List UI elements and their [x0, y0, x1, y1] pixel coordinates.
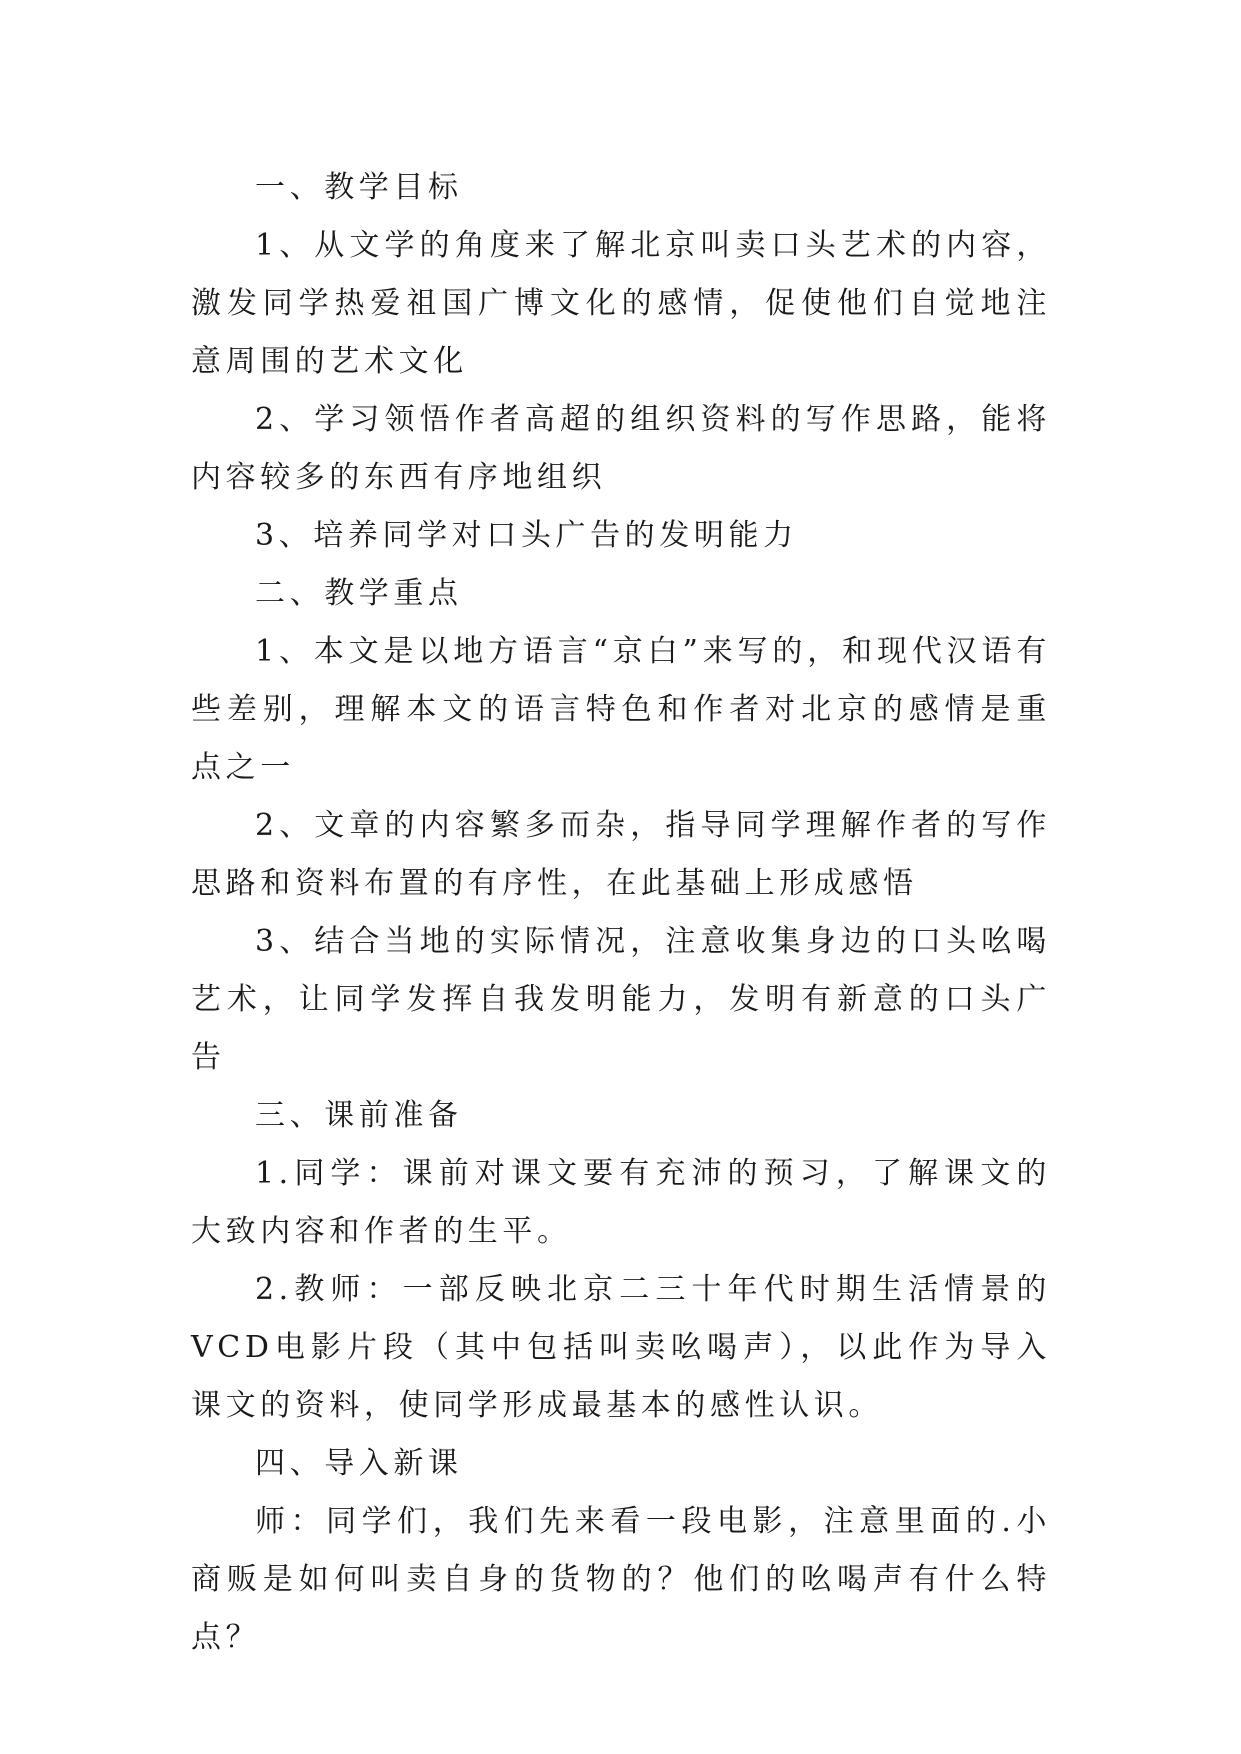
document-body — [191, 159, 1051, 1667]
objective-item-1: 1、从文学的角度来了解北京叫卖口头艺术的内容，激发同学热爱祖国广博文化的感情，促使他们自觉地注意周围的艺术文化 — [191, 228, 1051, 379]
section-heading-key-points: 二、教学重点 — [255, 576, 463, 611]
objective-item-3: 3、培养同学对口头广告的发明能力 — [255, 518, 798, 553]
introduction-paragraph: 师：同学们，我们先来看一段电影，注意里面的.小商贩是如何叫卖自身的货物的？他们的吆喝声有什么特点？ — [191, 1504, 1051, 1655]
key-point-item-1: 1、本文是以地方语言“京白”来写的，和现代汉语有些差别，理解本文的语言特色和作者对北京的感情是重点之一 — [191, 634, 1051, 785]
section-heading-objectives: 一、教学目标 — [255, 170, 463, 205]
preparation-item-2: 2.教师：一部反映北京二三十年代时期生活情景的VCD电影片段（其中包括叫卖吆喝声），以此作为导入课文的资料，使同学形成最基本的感性认识。 — [191, 1272, 1051, 1423]
key-point-item-3: 3、结合当地的实际情况，注意收集身边的口头吆喝艺术，让同学发挥自我发明能力，发明有新意的口头广告 — [191, 924, 1051, 1075]
section-heading-introduction: 四、导入新课 — [255, 1446, 463, 1481]
objective-item-2: 2、学习领悟作者高超的组织资料的写作思路，能将内容较多的东西有序地组织 — [191, 402, 1051, 495]
key-point-item-2: 2、文章的内容繁多而杂，指导同学理解作者的写作思路和资料布置的有序性，在此基础上形成感悟 — [191, 808, 1051, 901]
section-heading-preparation: 三、课前准备 — [255, 1098, 463, 1133]
preparation-item-1: 1.同学：课前对课文要有充沛的预习，了解课文的大致内容和作者的生平。 — [191, 1156, 1051, 1249]
